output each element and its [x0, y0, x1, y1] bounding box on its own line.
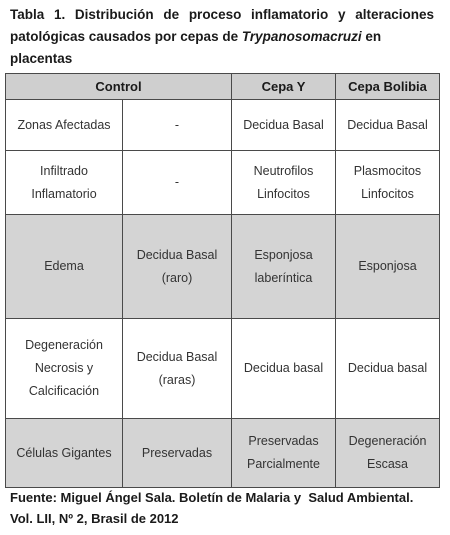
cepa-y-cell [232, 419, 336, 488]
caption-word: y [337, 7, 346, 22]
caption-word: Distribución [74, 7, 154, 22]
cepa-y-cell [232, 215, 336, 319]
header-control: Control [6, 74, 232, 100]
cell-line: Esponjosa [358, 259, 417, 273]
cell-line: Linfocitos [361, 186, 414, 201]
cell-line: Decidua Basal [136, 349, 218, 364]
control-cell [123, 419, 232, 488]
cell-line: Decidua Basal [136, 247, 218, 262]
source-footnote [10, 487, 442, 529]
header-cepa-y: Cepa Y [232, 74, 336, 100]
header-row [6, 74, 440, 100]
cell-line: laberíntica [254, 270, 313, 285]
table-row [6, 419, 440, 488]
cell-line: Parcialmente [247, 457, 320, 471]
caption-word: inflamatorio [251, 7, 329, 22]
caption-word: 1. [53, 7, 66, 22]
cell-line: Esponjosa [254, 247, 313, 262]
cepa-bolibia-cell [336, 319, 440, 419]
row-label-cell [6, 100, 123, 151]
row-label-cell [6, 215, 123, 319]
footnote-line-2: Vol. LII, Nº 2, Brasil de 2012 [10, 511, 179, 526]
cell-line: Decidua Basal [243, 117, 324, 132]
table-row [6, 215, 440, 319]
cell-line: Calcificación [28, 384, 100, 398]
cell-line: Necrosis y [34, 361, 94, 375]
control-cell [123, 151, 232, 215]
control-cell [123, 319, 232, 419]
cepa-bolibia-cell [336, 419, 440, 488]
row-label-cell [6, 319, 123, 419]
cell-line: (raro) [161, 270, 193, 285]
species-name: Trypanosomacruzi [241, 29, 362, 44]
cell-line: (raras) [158, 372, 196, 387]
control-cell [123, 215, 232, 319]
cell-line: - [174, 117, 180, 132]
cell-line: Escasa [367, 457, 408, 471]
row-label-cell [6, 419, 123, 488]
cell-line: Células Gigantes [16, 445, 112, 460]
header-cepa-bolibia: Cepa Bolibia [336, 74, 440, 100]
cell-line: - [174, 175, 180, 189]
cell-line: Preservadas [248, 434, 319, 448]
cell-line: Decidua Basal [347, 117, 428, 132]
cell-line: Edema [44, 259, 84, 273]
cell-line: Decidua basal [347, 361, 428, 375]
table-row [6, 151, 440, 215]
caption-line-1 [10, 4, 434, 26]
cell-line: Degeneración [348, 434, 427, 448]
caption-word: Tabla [10, 7, 45, 22]
caption-word: proceso [188, 7, 242, 22]
cell-line: Plasmocitos [353, 163, 422, 178]
cepa-bolibia-cell [336, 151, 440, 215]
caption-text: en placentas [10, 29, 382, 66]
cell-line: Linfocitos [257, 186, 310, 201]
cell-line: Infiltrado [40, 163, 88, 178]
caption-text: patológicas causados por cepas de [10, 29, 242, 44]
cell-line: Degeneración [25, 338, 103, 352]
cepa-y-cell [232, 151, 336, 215]
cepa-y-cell [232, 100, 336, 151]
cell-line: Preservadas [141, 445, 213, 460]
cell-line: Zonas Afectadas [17, 117, 111, 132]
caption-line-2 [10, 26, 434, 70]
row-label-cell [6, 151, 123, 215]
table-row [6, 319, 440, 419]
data-table [5, 73, 440, 488]
table-row [6, 100, 440, 151]
cell-line: Decidua basal [243, 361, 324, 375]
control-cell [123, 100, 232, 151]
caption-word: alteraciones [355, 7, 434, 22]
caption-word: de [163, 7, 180, 22]
cepa-y-cell [232, 319, 336, 419]
cell-line: Neutrofilos [253, 163, 314, 178]
footnote-line-1: Fuente: Miguel Ángel Sala. Boletín de Malaria y Salud Ambiental. [10, 490, 414, 505]
cepa-bolibia-cell [336, 100, 440, 151]
cell-line: Inflamatorio [31, 186, 97, 201]
cepa-bolibia-cell [336, 215, 440, 319]
